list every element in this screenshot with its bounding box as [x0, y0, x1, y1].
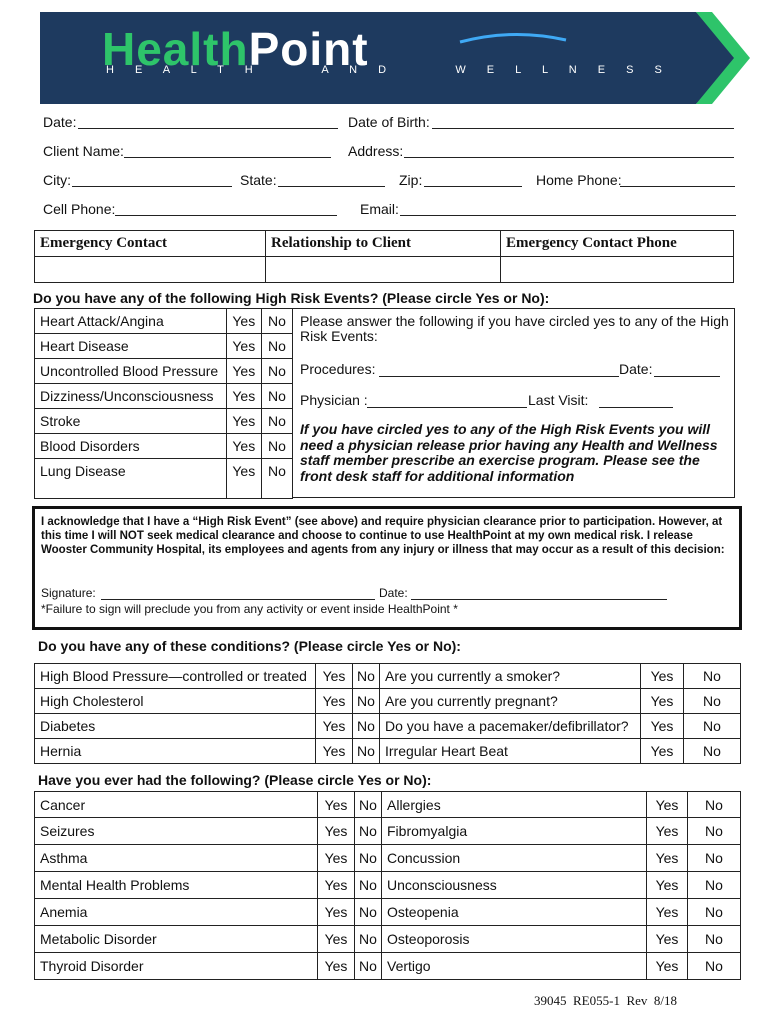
no-option[interactable]: No [355, 818, 382, 845]
history-item: Asthma [35, 845, 318, 872]
cell-phone-label: Cell Phone: [43, 201, 116, 217]
last-visit-field[interactable] [599, 407, 673, 408]
no-option[interactable]: No [353, 714, 380, 739]
relationship-header: Relationship to Client [266, 231, 501, 257]
yes-option[interactable]: Yes [647, 926, 688, 953]
yes-option[interactable]: Yes [647, 872, 688, 899]
history-item: Seizures [35, 818, 318, 845]
no-option[interactable]: No [688, 818, 741, 845]
history-item: Unconsciousness [382, 872, 647, 899]
no-option[interactable]: No [684, 714, 741, 739]
no-option[interactable]: No [261, 359, 292, 384]
condition-item: High Cholesterol [35, 689, 316, 714]
physician-label: Physician : [300, 392, 368, 408]
procedures-date-field[interactable] [654, 376, 720, 377]
yes-option[interactable]: Yes [226, 384, 261, 409]
no-option[interactable]: No [355, 872, 382, 899]
yes-option[interactable]: Yes [318, 818, 355, 845]
yes-option[interactable]: Yes [647, 953, 688, 980]
yes-option[interactable]: Yes [316, 664, 353, 689]
high-risk-question: Do you have any of the following High Risk Events? (Please circle Yes or No): [33, 290, 550, 306]
swoosh-icon [458, 32, 568, 46]
header-banner [40, 12, 750, 104]
history-item: Osteopenia [382, 899, 647, 926]
yes-option[interactable]: Yes [647, 818, 688, 845]
no-option[interactable]: No [353, 689, 380, 714]
brand-tagline: H E A L T H A N D W E L L N E S S [106, 64, 671, 76]
risk-event: Stroke [35, 409, 227, 434]
home-phone-field[interactable] [620, 186, 735, 187]
no-option[interactable]: No [688, 872, 741, 899]
dob-label: Date of Birth: [348, 114, 430, 130]
high-risk-followup-box [292, 308, 735, 498]
history-item: Vertigo [382, 953, 647, 980]
dob-field[interactable] [432, 128, 734, 129]
signature-footnote: *Failure to sign will preclude you from any activity or event inside HealthPoint * [41, 602, 458, 616]
signature-date-field[interactable] [411, 599, 667, 600]
no-option[interactable]: No [688, 845, 741, 872]
no-option[interactable]: No [684, 689, 741, 714]
yes-option[interactable]: Yes [226, 409, 261, 434]
yes-option[interactable]: Yes [647, 845, 688, 872]
physician-release-warning: If you have circled yes to any of the High Risk Events you will need a physician release prior having any Health and Wellness staff member prescribe an exercise program. Please see the front desk staff for additional information [300, 421, 718, 484]
history-item: Osteoporosis [382, 926, 647, 953]
yes-option[interactable]: Yes [316, 739, 353, 764]
history-item: Concussion [382, 845, 647, 872]
history-item: Thyroid Disorder [35, 953, 318, 980]
yes-option[interactable]: Yes [318, 899, 355, 926]
condition-item: High Blood Pressure—controlled or treated [35, 664, 316, 689]
relationship-field[interactable] [266, 257, 501, 283]
no-option[interactable]: No [355, 953, 382, 980]
yes-option[interactable]: Yes [318, 792, 355, 818]
risk-event: Heart Attack/Angina [35, 309, 227, 334]
emergency-phone-field[interactable] [501, 257, 734, 283]
yes-option[interactable]: Yes [226, 309, 261, 334]
yes-option[interactable]: Yes [641, 714, 684, 739]
no-option[interactable]: No [261, 459, 292, 499]
form-id: 39045 RE055-1 Rev 8/18 [534, 993, 677, 1008]
no-option[interactable]: No [355, 926, 382, 953]
history-table [34, 791, 741, 980]
procedures-date-label: Date: [619, 361, 653, 377]
brand-health: Health [102, 23, 249, 75]
no-option[interactable]: No [353, 739, 380, 764]
acknowledgment-box [32, 506, 742, 630]
yes-option[interactable]: Yes [226, 334, 261, 359]
last-visit-label: Last Visit: [528, 392, 589, 408]
risk-event: Dizziness/Unconsciousness [35, 384, 227, 409]
yes-option[interactable]: Yes [226, 434, 261, 459]
yes-option[interactable]: Yes [641, 739, 684, 764]
signature-field[interactable] [101, 599, 375, 600]
yes-option[interactable]: Yes [318, 845, 355, 872]
client-name-label: Client Name: [43, 143, 124, 159]
no-option[interactable]: No [261, 309, 292, 334]
date-field[interactable] [78, 128, 338, 129]
history-item: Metabolic Disorder [35, 926, 318, 953]
zip-field[interactable] [424, 186, 522, 187]
no-option[interactable]: No [355, 899, 382, 926]
signature-label: Signature: [41, 586, 96, 600]
risk-event: Heart Disease [35, 334, 227, 359]
home-phone-label: Home Phone: [536, 172, 622, 188]
email-label: Email: [360, 201, 399, 217]
no-option[interactable]: No [684, 739, 741, 764]
history-item: Fibromyalgia [382, 818, 647, 845]
yes-option[interactable]: Yes [318, 872, 355, 899]
procedures-label: Procedures: [300, 361, 376, 377]
conditions-table [34, 663, 741, 764]
client-name-field[interactable] [124, 157, 331, 158]
yes-option[interactable]: Yes [318, 926, 355, 953]
condition-item: Do you have a pacemaker/defibrillator? [380, 714, 641, 739]
yes-option[interactable]: Yes [641, 664, 684, 689]
condition-item: Are you currently pregnant? [380, 689, 641, 714]
city-label: City: [43, 172, 71, 188]
yes-option[interactable]: Yes [226, 459, 261, 499]
no-option[interactable]: No [261, 334, 292, 359]
brand-point: Point [248, 23, 369, 75]
yes-option[interactable]: Yes [647, 899, 688, 926]
yes-option[interactable]: Yes [316, 689, 353, 714]
followup-instructions: Please answer the following if you have circled yes to any of the High Risk Events: [300, 313, 729, 344]
cell-phone-field[interactable] [115, 215, 337, 216]
risk-event: Blood Disorders [35, 434, 227, 459]
emergency-contact-table [34, 230, 734, 283]
condition-item: Diabetes [35, 714, 316, 739]
yes-option[interactable]: Yes [226, 359, 261, 384]
date-label: Date: [43, 114, 77, 130]
high-risk-table [34, 308, 293, 499]
no-option[interactable]: No [688, 926, 741, 953]
no-option[interactable]: No [261, 384, 292, 409]
no-option[interactable]: No [353, 664, 380, 689]
yes-option[interactable]: Yes [641, 689, 684, 714]
physician-field[interactable] [367, 407, 527, 408]
conditions-question: Do you have any of these conditions? (Please circle Yes or No): [38, 638, 461, 654]
history-item: Mental Health Problems [35, 872, 318, 899]
risk-event: Lung Disease [35, 459, 227, 499]
email-field[interactable] [400, 215, 736, 216]
history-item: Allergies [382, 792, 647, 818]
state-field[interactable] [278, 186, 385, 187]
no-option[interactable]: No [355, 792, 382, 818]
no-option[interactable]: No [261, 409, 292, 434]
condition-item: Irregular Heart Beat [380, 739, 641, 764]
condition-item: Are you currently a smoker? [380, 664, 641, 689]
emergency-phone-header: Emergency Contact Phone [501, 231, 734, 257]
history-item: Cancer [35, 792, 318, 818]
address-field[interactable] [404, 157, 734, 158]
no-option[interactable]: No [684, 664, 741, 689]
emergency-contact-header: Emergency Contact [35, 231, 266, 257]
yes-option[interactable]: Yes [647, 792, 688, 818]
history-question: Have you ever had the following? (Please circle Yes or No): [38, 772, 432, 788]
risk-event: Uncontrolled Blood Pressure [35, 359, 227, 384]
no-option[interactable]: No [688, 792, 741, 818]
zip-label: Zip: [399, 172, 423, 188]
city-field[interactable] [72, 186, 232, 187]
no-option[interactable]: No [688, 899, 741, 926]
condition-item: Hernia [35, 739, 316, 764]
no-option[interactable]: No [261, 434, 292, 459]
yes-option[interactable]: Yes [318, 953, 355, 980]
signature-date-label: Date: [379, 586, 408, 600]
yes-option[interactable]: Yes [316, 714, 353, 739]
address-label: Address: [348, 143, 404, 159]
emergency-contact-field[interactable] [35, 257, 266, 283]
history-item: Anemia [35, 899, 318, 926]
no-option[interactable]: No [688, 953, 741, 980]
procedures-field[interactable] [379, 376, 619, 377]
no-option[interactable]: No [355, 845, 382, 872]
state-label: State: [240, 172, 277, 188]
acknowledgment-text: I acknowledge that I have a “High Risk Event” (see above) and require physician clearance prior to participation. However, at this time I will NOT seek medical clearance and choose to continue to use HealthPoint at my own medical risk. I release Wooster Community Hospital, its employees and agents from any injury or illness that may occur as a result of this decision: [41, 516, 725, 556]
